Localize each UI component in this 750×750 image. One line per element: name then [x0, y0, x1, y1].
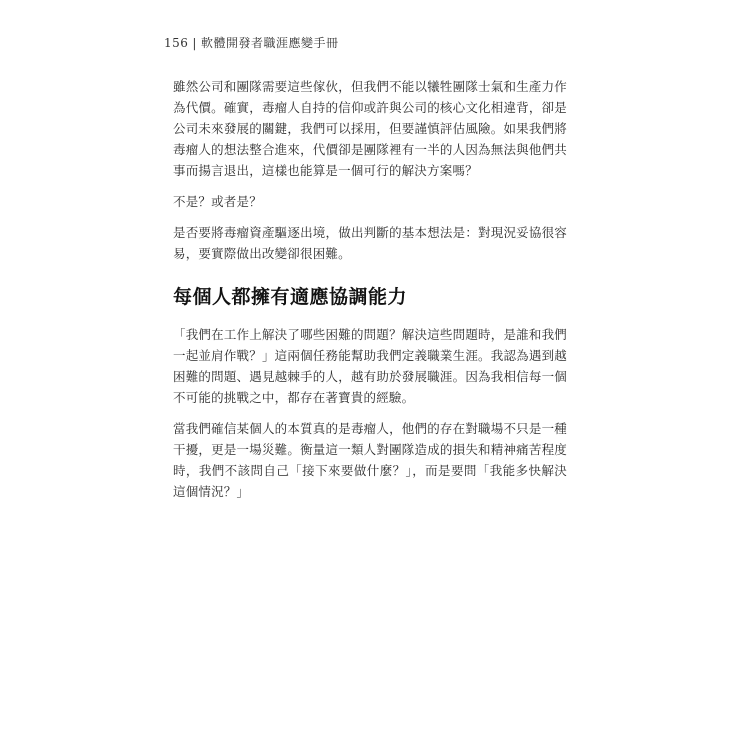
header-separator: | [192, 36, 197, 50]
body-paragraph: 不是？或者是？ [173, 194, 262, 209]
body-paragraph: 是否要將毒瘤資產驅逐出境，做出判斷的基本想法是：對現況妥協很容易，要實際做出改變卻很困難。 [173, 225, 567, 261]
body-paragraph: 當我們確信某個人的本質真的是毒瘤人，他們的存在對職場不只是一種干擾，更是一場災難。衡量這一類人對團隊造成的損失和精神痛苦程度時，我們不該問自己「接下來要做什麼？」，而是要問「我能多快解決這個情況？」 [173, 421, 567, 499]
book-title: 軟體開發者職涯應變手冊 [200, 36, 339, 50]
running-header [164, 34, 338, 51]
page-number: 156 [164, 36, 189, 50]
body-paragraph: 雖然公司和團隊需要這些傢伙，但我們不能以犧牲團隊士氣和生產力作為代價。確實，毒瘤人自持的信仰或許與公司的核心文化相違背，卻是公司未來發展的關鍵，我們可以採用，但要謹慎評估風險。如果我們將毒瘤人的想法整合進來，代價卻是團隊裡有一半的人因為無法與他們共事而揚言退出，這樣也能算是一個可行的解決方案嗎？ [173, 79, 567, 178]
page-body [173, 76, 567, 502]
body-paragraph: 「我們在工作上解決了哪些困難的問題？解決這些問題時，是誰和我們一起並肩作戰？」這兩個任務能幫助我們定義職業生涯。我認為遇到越困難的問題、遇見越棘手的人，越有助於發展職涯。因為我相信每一個不可能的挑戰之中，都存在著寶貴的經驗。 [173, 327, 567, 405]
section-heading: 每個人都擁有適應協調能力 [173, 286, 408, 308]
